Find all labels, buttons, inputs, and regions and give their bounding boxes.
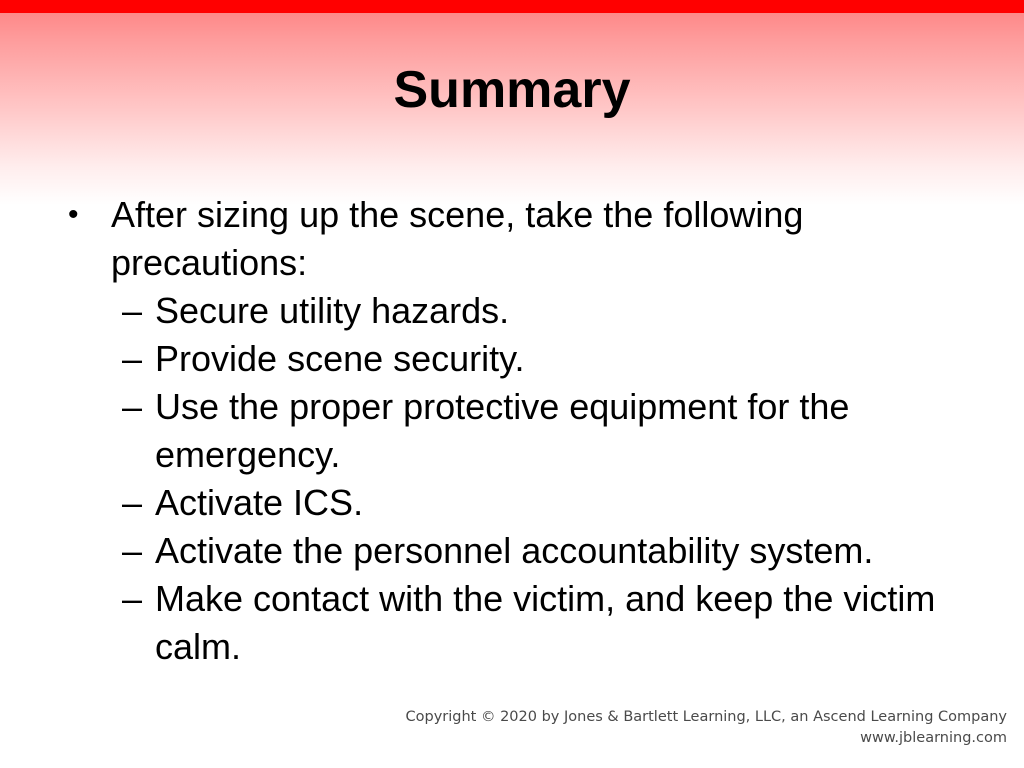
sub-bullet-text: Provide scene security. [155,338,525,379]
sub-bullet-item [0,287,975,335]
sub-bullet-text: Activate the personnel accountability system. [155,530,874,571]
copyright-text: Copyright © 2020 by Jones & Bartlett Learning, LLC, an Ascend Learning Company [405,709,1007,725]
dash-marker: – [122,386,143,427]
bullet-marker: • [68,198,79,231]
sub-bullet-list [0,287,1024,671]
copyright-footer [406,707,1007,749]
dash-marker: – [122,338,143,379]
sub-bullet-item [0,527,975,575]
dash-marker: – [122,290,143,331]
dash-marker: – [122,482,143,523]
sub-bullet-text: Use the proper protective equipment for the emergency. [155,386,850,475]
sub-bullet-text: Make contact with the victim, and keep the victim calm. [155,578,936,667]
website-link[interactable]: www.jblearning.com [860,730,1007,746]
sub-bullet-text: Secure utility hazards. [155,290,510,331]
slide-title: Summary [393,61,631,119]
dash-marker: – [122,530,143,571]
dash-marker: – [122,578,143,619]
sub-bullet-text: Activate ICS. [155,482,364,523]
sub-bullet-item [0,335,975,383]
bullet-text: After sizing up the scene, take the following precautions: [111,194,804,283]
sub-bullet-item [0,575,975,671]
sub-bullet-item [0,383,975,479]
sub-bullet-item [0,479,975,527]
